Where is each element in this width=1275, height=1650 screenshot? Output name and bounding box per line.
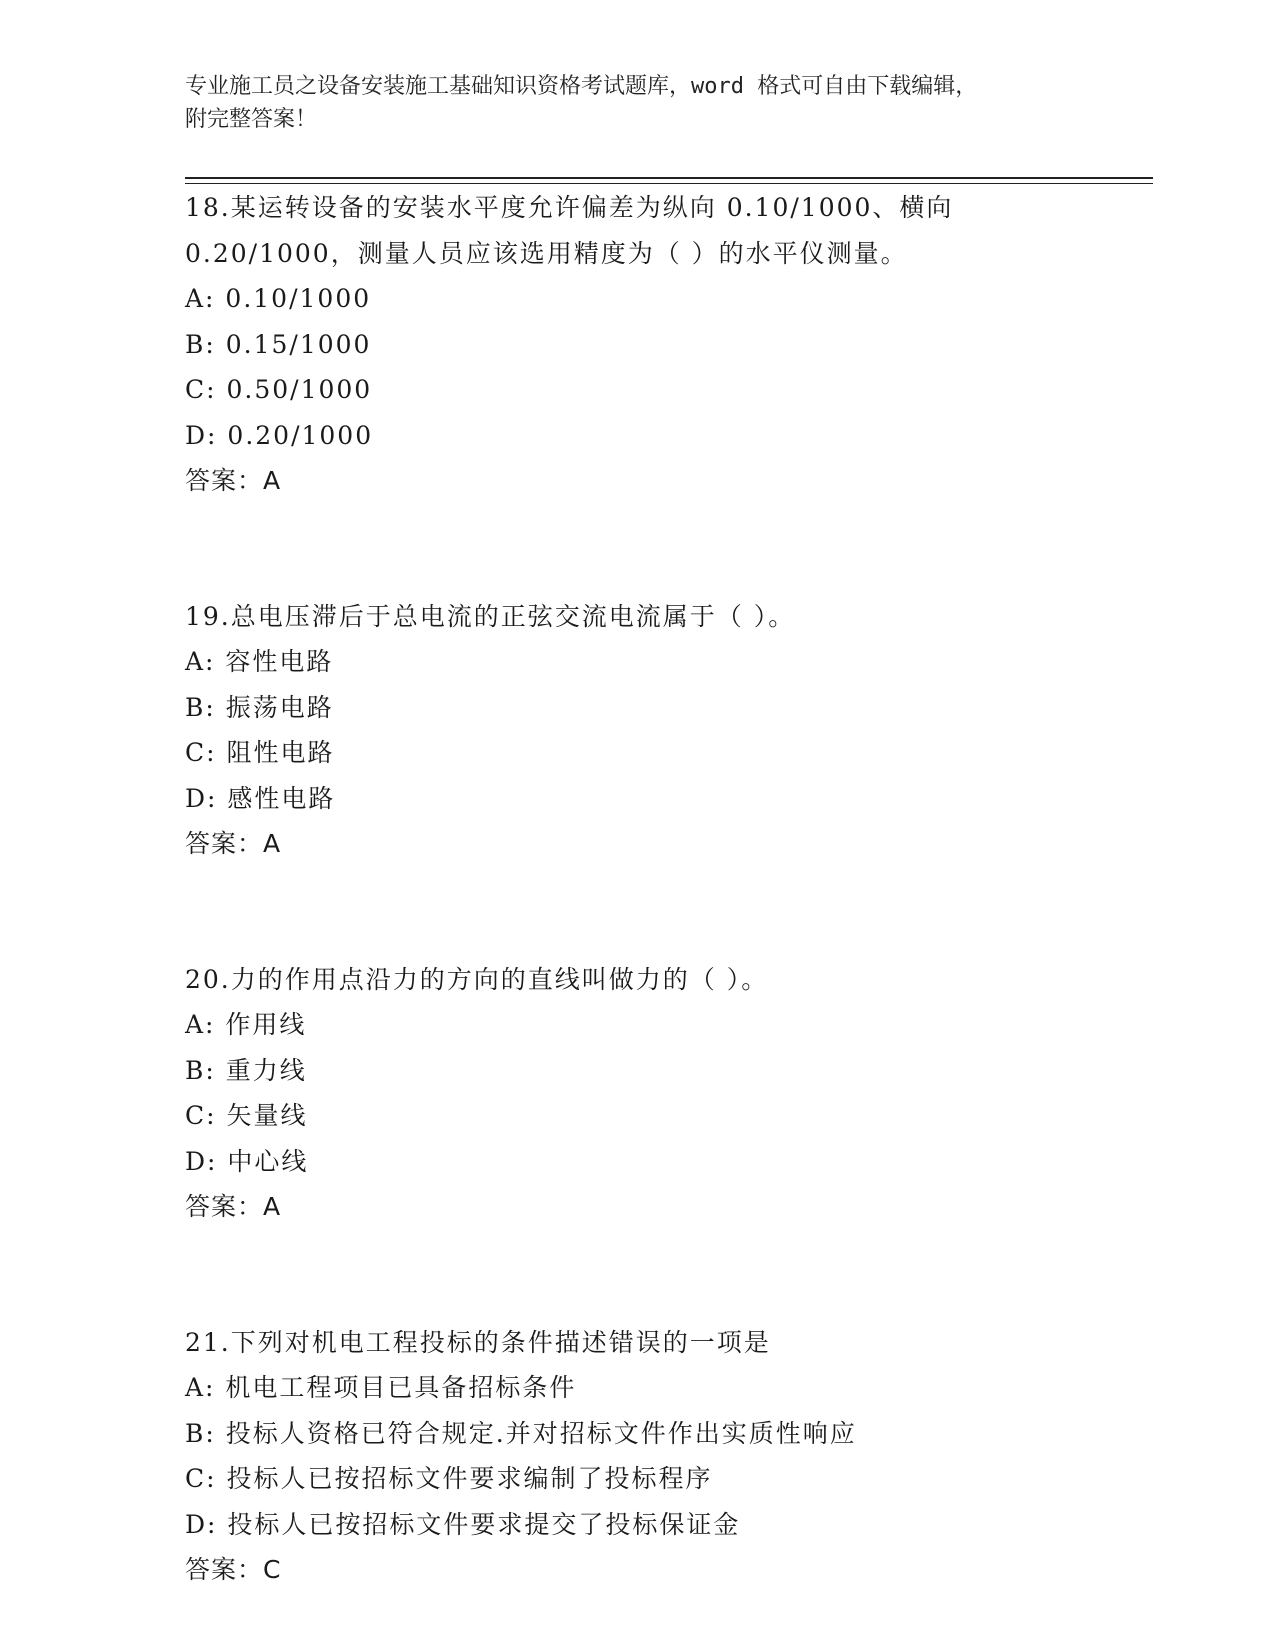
answer-line: 答案：A: [185, 1192, 282, 1221]
question-19: [185, 594, 1153, 867]
option-c: C: 矢量线: [185, 1101, 308, 1130]
question-list: [185, 185, 1153, 1593]
option-b: B: 重力线: [185, 1055, 307, 1085]
option-b: B: 振荡电路: [185, 692, 334, 722]
question-spacer: [185, 867, 1153, 957]
option-a: A: 0.10/1000: [185, 284, 372, 313]
option-d: D: 投标人已按招标文件要求提交了投标保证金: [185, 1509, 741, 1539]
question-20: [185, 957, 1153, 1230]
answer-line: 答案：A: [185, 466, 282, 495]
header-divider-thick: [185, 177, 1153, 179]
question-stem: 19.总电压滞后于总电流的正弦交流电流属于（ ）。: [185, 601, 796, 631]
question-stem: 21.下列对机电工程投标的条件描述错误的一项是: [185, 1327, 771, 1357]
option-b: B: 0.15/1000: [185, 329, 372, 359]
question-stem: 20.力的作用点沿力的方向的直线叫做力的（ ）。: [185, 964, 769, 994]
question-spacer: [185, 1230, 1153, 1320]
question-21: [185, 1320, 1153, 1593]
option-c: C: 0.50/1000: [185, 375, 373, 404]
question-stem: 18.某运转设备的安装水平度允许偏差为纵向 0.10/1000、横向: [185, 193, 954, 222]
header-divider-thin: [185, 183, 1153, 184]
option-c: C: 投标人已按招标文件要求编制了投标程序: [185, 1464, 713, 1493]
question-18: [185, 185, 1153, 504]
header-line-2: 附完整答案！: [185, 107, 318, 132]
answer-line: 答案：A: [185, 829, 282, 858]
option-a: A: 作用线: [185, 1010, 307, 1039]
question-spacer: [185, 504, 1153, 594]
option-b: B: 投标人资格已符合规定.并对招标文件作出实质性响应: [185, 1418, 857, 1448]
option-c: C: 阻性电路: [185, 738, 335, 767]
option-a: A: 机电工程项目已具备招标条件: [185, 1373, 577, 1402]
option-d: D: 中心线: [185, 1146, 309, 1176]
question-stem-continued: 0.20/1000，测量人员应该选用精度为（ ）的水平仪测量。: [185, 238, 908, 268]
option-a: A: 容性电路: [185, 647, 334, 676]
header-line-1: 专业施工员之设备安装施工基础知识资格考试题库，word 格式可自由下载编辑，: [185, 74, 978, 99]
option-d: D: 0.20/1000: [185, 420, 374, 450]
answer-line: 答案：C: [185, 1555, 282, 1584]
option-d: D: 感性电路: [185, 783, 336, 813]
document-header: [185, 70, 1165, 136]
